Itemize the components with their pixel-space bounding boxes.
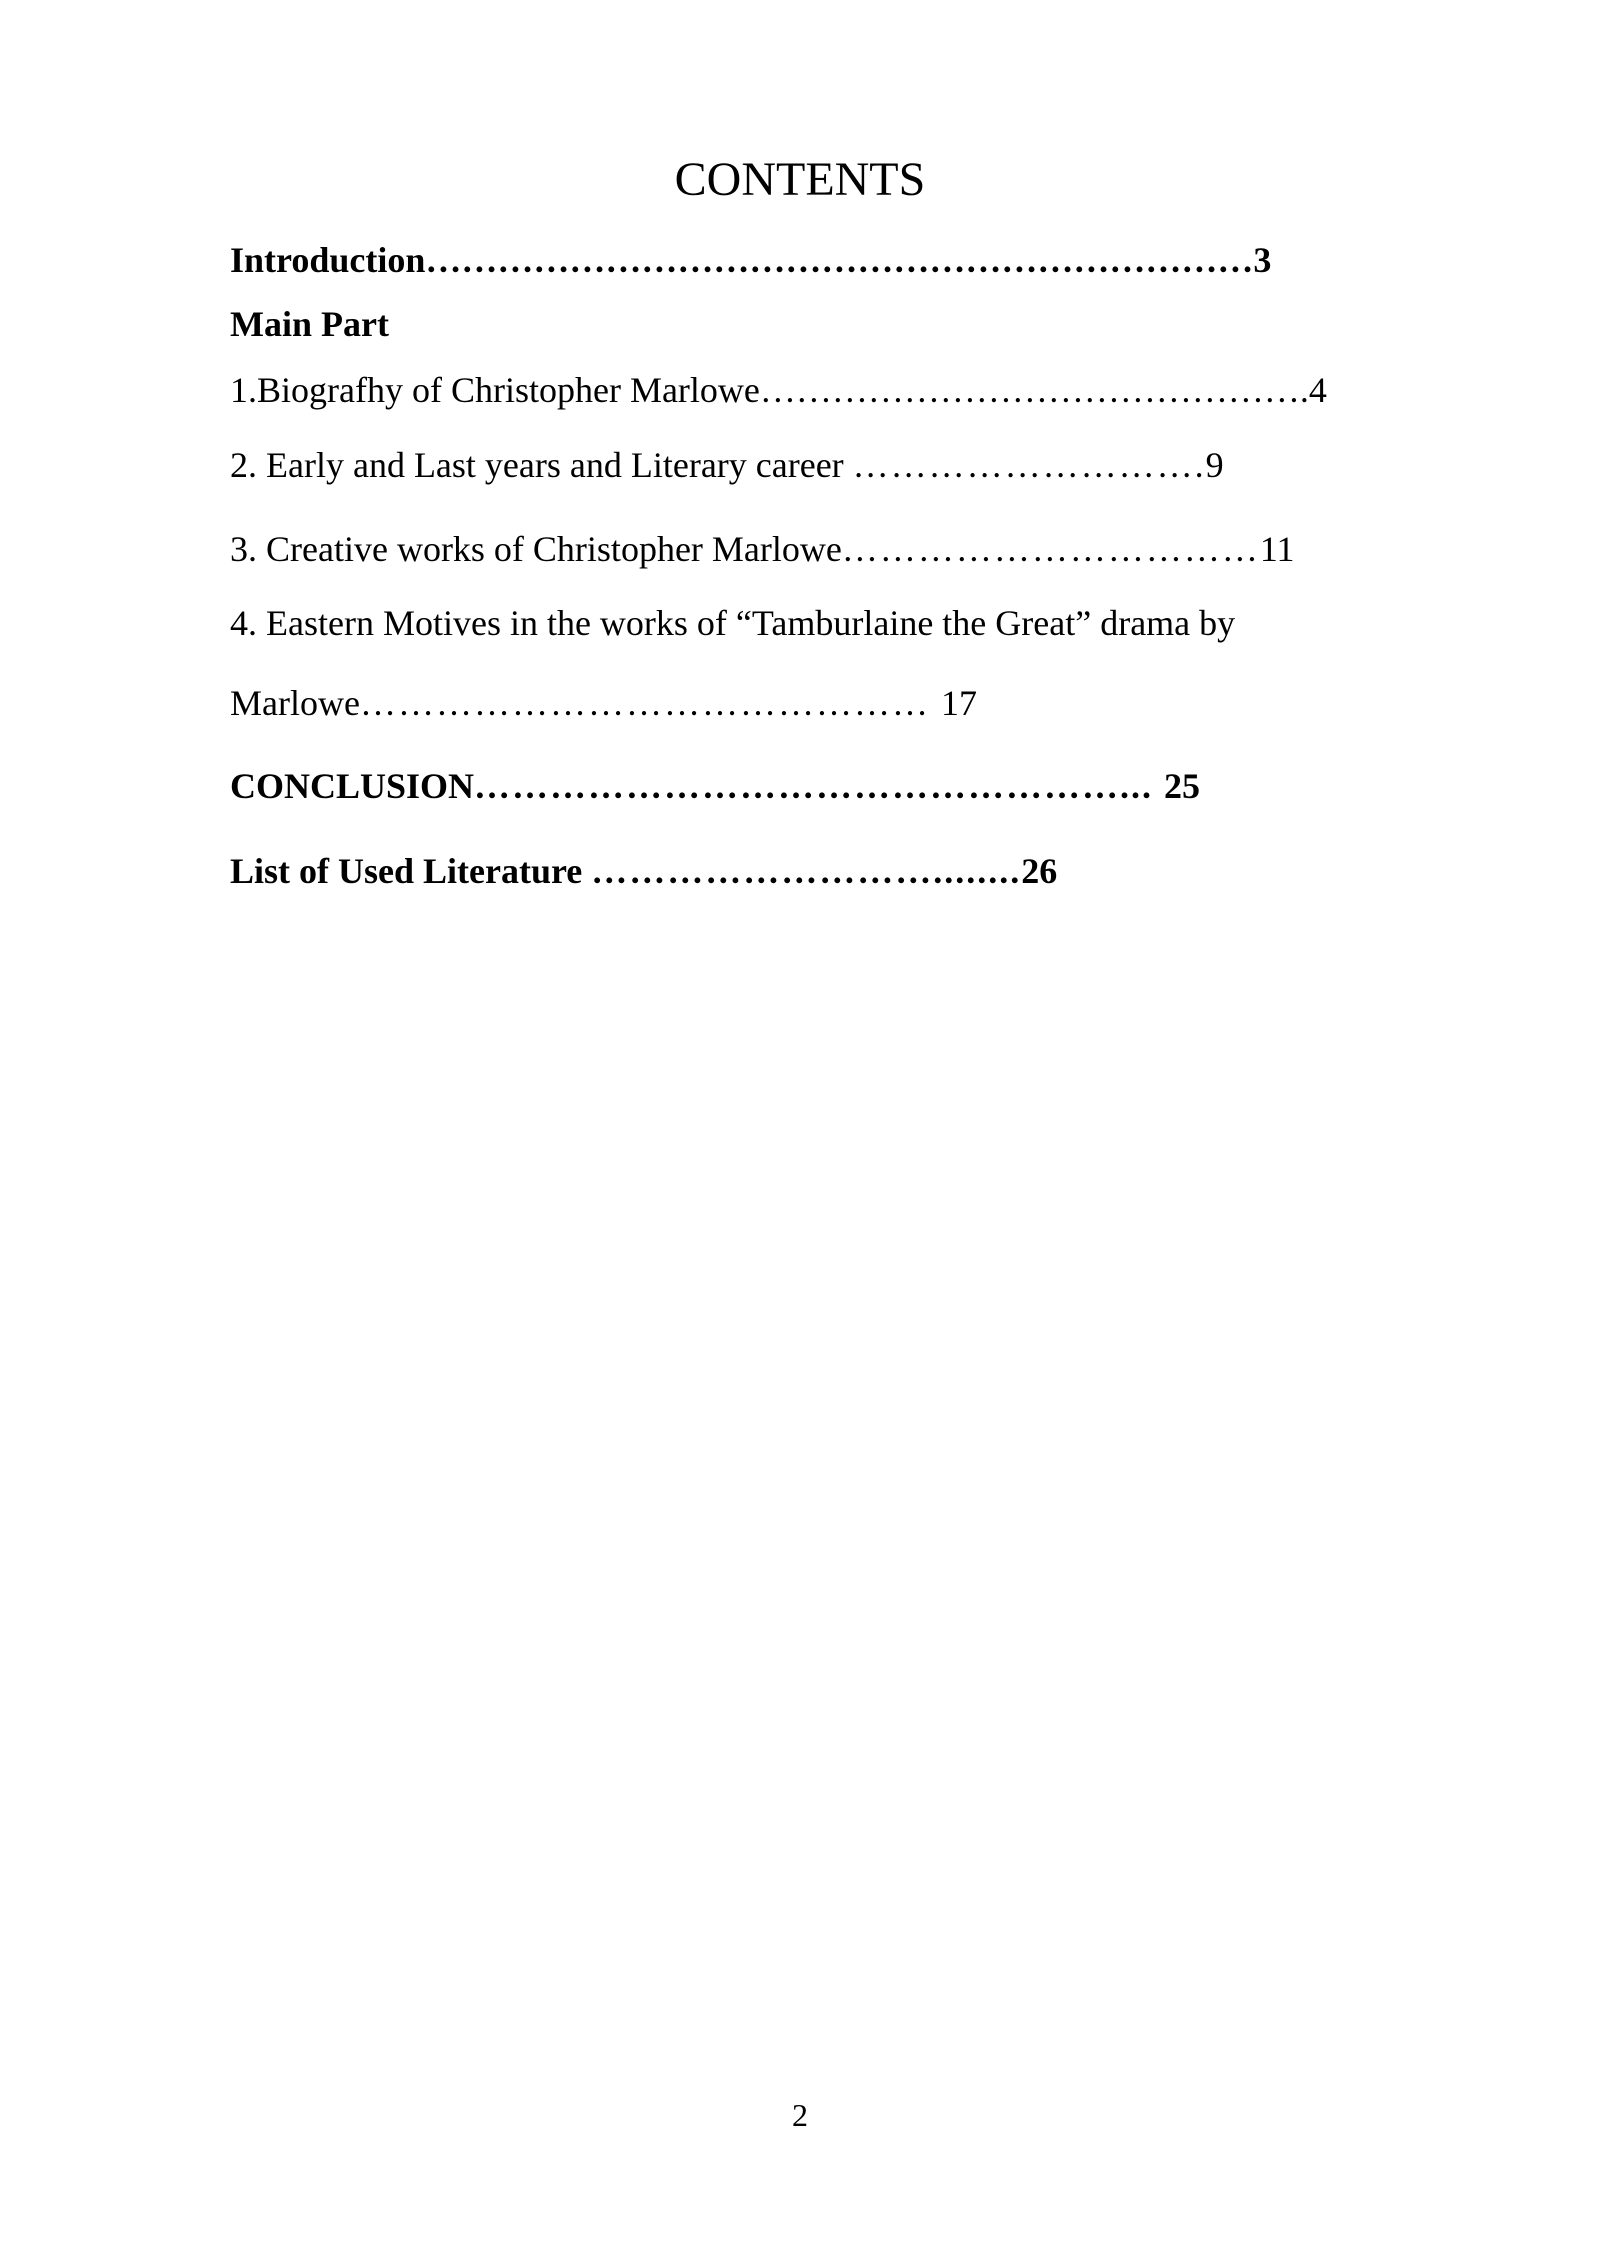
page-title: CONTENTS	[674, 153, 926, 206]
toc-entry-label: 3. Creative works of Christopher Marlowe	[230, 529, 842, 569]
toc-entry-eastern-motives-continued[interactable]	[230, 681, 977, 725]
toc-entry-label: 1.Biografhy of Christopher Marlowe	[230, 370, 760, 410]
toc-entry-label: 4. Eastern Motives in the works of “Tamburlaine the Great” drama by	[230, 603, 1236, 643]
toc-leader: ……………………….	[852, 445, 1206, 485]
toc-leader: ……………………………………………………………	[425, 240, 1254, 280]
toc-entry-label: List of Used Literature	[230, 851, 592, 891]
toc-page-number: 9	[1205, 445, 1224, 485]
toc-leader: ……………………………………….	[759, 370, 1309, 410]
toc-section-heading	[230, 302, 389, 346]
toc-entry-early-years[interactable]	[230, 443, 1224, 487]
toc-entry-literature[interactable]	[230, 849, 1057, 893]
toc-leader: ……………………………………………...	[474, 766, 1165, 806]
toc-entry-introduction[interactable]	[230, 238, 1271, 282]
toc-page-number: 26	[1021, 851, 1058, 891]
toc-page-number: 25	[1164, 766, 1201, 806]
toc-entry-conclusion[interactable]	[230, 764, 1200, 808]
toc-leader: ………………………………………	[359, 683, 941, 723]
toc-page-number: 3	[1253, 240, 1272, 280]
toc-entry-biography[interactable]	[230, 368, 1327, 412]
toc-leader: ………………………........	[591, 851, 1022, 891]
toc-entry-label: Main Part	[230, 304, 389, 344]
toc-entry-label: Marlowe	[230, 683, 360, 723]
toc-leader: ……………………………	[841, 529, 1260, 569]
toc-page-number: 11	[1259, 529, 1295, 569]
toc-entry-label: 2. Early and Last years and Literary career	[230, 445, 853, 485]
toc-entry-label: Introduction	[230, 240, 426, 280]
toc-entry-label: CONCLUSION	[230, 766, 475, 806]
toc-page-number: 17	[940, 683, 977, 723]
toc-entry-creative-works[interactable]	[230, 527, 1295, 571]
page-number: 2	[792, 2097, 808, 2133]
toc-entry-eastern-motives[interactable]	[230, 601, 1235, 645]
toc-page-number: 4	[1308, 370, 1327, 410]
